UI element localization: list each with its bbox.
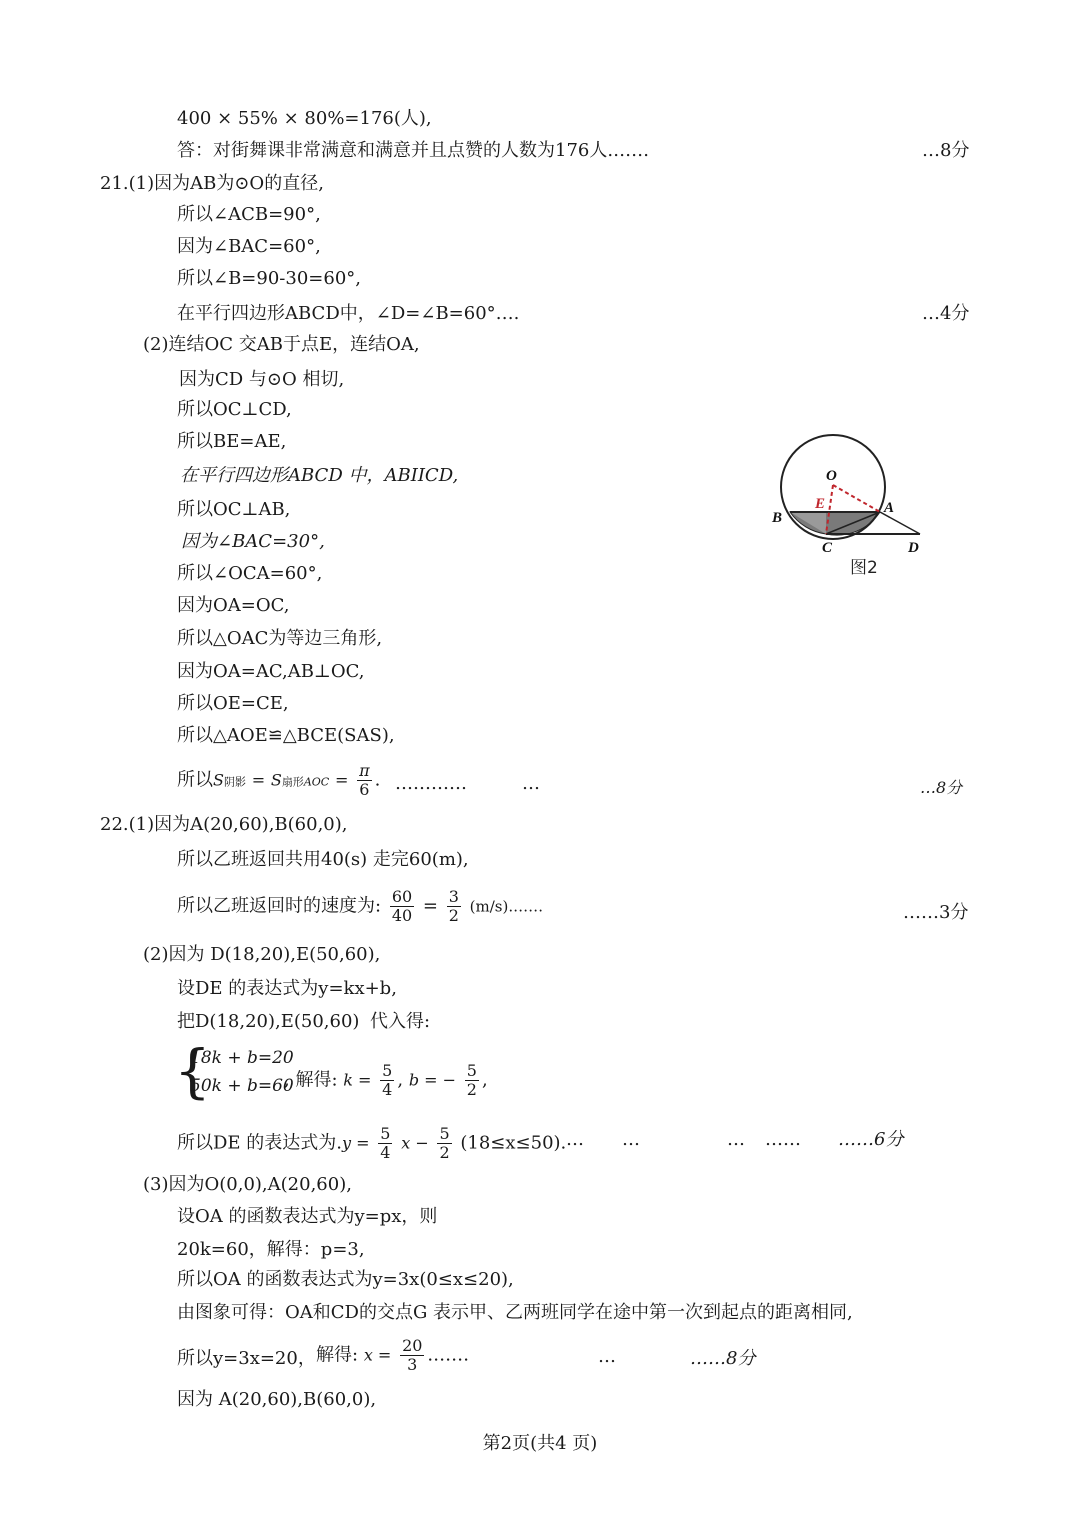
- fraction-numerator: 5: [382, 1061, 393, 1080]
- text-line: 所以BE=AE,: [177, 431, 287, 452]
- text-line: 在平行四边形ABCD中，∠D=∠B=60°….: [177, 303, 520, 324]
- fraction-denominator: 6: [359, 780, 370, 799]
- text-line: 所以乙班返回共用40(s) 走完60(m),: [177, 849, 469, 870]
- sector-area-symbol: S: [270, 770, 282, 790]
- text-line: 在平行四边形ABCD 中，ABIICD,: [180, 465, 459, 486]
- dots-filler: .……: [427, 1344, 470, 1366]
- text-line: 所以OA 的函数表达式为y=3x(0≤x≤20),: [177, 1269, 514, 1290]
- equals-sign: =: [334, 770, 349, 790]
- score-mark: ……3分: [903, 902, 969, 923]
- speed-fraction-1: [390, 888, 414, 925]
- dots-filler: …: [566, 1129, 584, 1150]
- dots-filler: …: [522, 773, 540, 794]
- solution-line: [316, 1337, 469, 1374]
- circle-diagram: [766, 430, 936, 590]
- text-line: 所以乙班返回时的速度为:: [177, 895, 382, 917]
- text-line: 因为 A(20,60),B(60,0),: [177, 1389, 377, 1410]
- dots-filler: …: [622, 1129, 640, 1150]
- k-fraction: [380, 1062, 394, 1099]
- fraction-numerator: 5: [380, 1124, 391, 1143]
- fraction-denominator: 3: [407, 1355, 418, 1374]
- text-line: 因为OA=OC,: [177, 595, 290, 616]
- b-fraction: [465, 1062, 479, 1099]
- text-line: 因为CD 与⊙O 相切,: [179, 369, 345, 390]
- score-mark: ……6分: [838, 1129, 904, 1150]
- text-line: 所以∠B=90-30=60°,: [177, 268, 361, 289]
- equals-sign: =: [422, 895, 438, 917]
- text-line: 设DE 的表达式为y=kx+b,: [177, 978, 397, 999]
- intercept-fraction: [437, 1125, 451, 1162]
- dots-filler: …: [727, 1129, 745, 1150]
- text-line: 代入得:: [370, 1011, 431, 1032]
- equation-line: 50k + b=60: [190, 1076, 294, 1096]
- shadow-area-symbol: S: [213, 770, 224, 790]
- b-label: b = −: [408, 1070, 457, 1090]
- text-line: 所以OE=CE,: [177, 693, 289, 714]
- pi-over-six-fraction: [357, 762, 372, 799]
- text-line: 所以OC⊥AB,: [177, 499, 291, 520]
- text-line: 因为∠BAC=60°,: [177, 236, 321, 257]
- equation-system: [190, 1044, 294, 1100]
- k-label: k =: [343, 1070, 372, 1090]
- label-e: E: [815, 496, 826, 512]
- x-minus: x −: [401, 1133, 429, 1153]
- comma: ,: [397, 1069, 404, 1091]
- text-line: 所以DE 的表达式为.: [177, 1132, 343, 1154]
- page-footer: 第2页(共4 页): [482, 1433, 598, 1454]
- de-expression-line: [177, 1125, 566, 1162]
- shadow-subscript: 阴影: [223, 775, 246, 789]
- score-mark: …4分: [922, 303, 970, 324]
- slope-fraction: [378, 1125, 392, 1162]
- area-formula-line: [177, 762, 380, 799]
- text-line: 所以∠ACB=90°,: [177, 204, 321, 225]
- equation-line: 18k + b=20: [190, 1048, 294, 1068]
- score-mark: …8分: [920, 778, 963, 797]
- fraction-denominator: 40: [391, 906, 413, 925]
- x-label: x =: [363, 1345, 392, 1365]
- fraction-numerator: 3: [448, 887, 459, 906]
- text-line: (2)连结OC 交AB于点E，连结OA,: [143, 334, 420, 355]
- text-line: 所以∠OCA=60°,: [177, 563, 323, 584]
- fraction-denominator: 2: [466, 1080, 477, 1099]
- text-line: 所以OC⊥CD,: [177, 399, 292, 420]
- text-line: 答：对街舞课非常满意和满意并且点赞的人数为176人.……: [177, 140, 650, 161]
- domain-range: (18≤x≤50).: [460, 1132, 567, 1154]
- text-line: 所以y=3x=20，: [177, 1348, 316, 1369]
- text-line: 400 × 55% × 80%=176(人),: [177, 108, 432, 129]
- fraction-numerator: 5: [466, 1061, 477, 1080]
- text-line: 所以: [177, 769, 213, 791]
- text-line: (2)因为 D(18,20),E(50,60),: [143, 944, 381, 965]
- solution-line: [284, 1062, 488, 1099]
- speed-unit: (m/s).……: [469, 897, 544, 916]
- fraction-denominator: 2: [448, 906, 459, 925]
- text-line: 20k=60，解得：p=3,: [177, 1239, 365, 1260]
- equals-sign: =: [251, 770, 266, 790]
- text-line: , 解得:: [284, 1069, 338, 1091]
- text-line: 因为∠BAC=30°,: [181, 531, 325, 552]
- speed-line: [177, 888, 543, 925]
- sector-subscript: 扇形: [281, 775, 304, 789]
- label-d: D: [908, 540, 919, 556]
- text-line: 由图象可得：OA和CD的交点G 表示甲、乙两班同学在途中第一次到起点的距离相同,: [177, 1302, 853, 1323]
- dots-filler: …: [598, 1346, 616, 1367]
- fraction-denominator: 4: [380, 1143, 391, 1162]
- fraction-numerator: π: [359, 761, 370, 780]
- speed-fraction-2: [447, 888, 461, 925]
- comma: ,: [481, 1069, 488, 1091]
- fraction-numerator: 5: [439, 1124, 450, 1143]
- dashed-segment-oa: [833, 485, 880, 512]
- question-22-heading: 22.(1)因为A(20,60),B(60,0),: [100, 814, 348, 835]
- label-o: O: [826, 468, 837, 484]
- fraction-denominator: 4: [382, 1080, 393, 1099]
- score-mark: ……8分: [690, 1348, 756, 1369]
- period: .: [374, 769, 381, 791]
- dots-filler: …………: [395, 773, 467, 794]
- label-b: B: [772, 510, 783, 526]
- text-line: 解得:: [316, 1344, 359, 1366]
- label-c: C: [822, 540, 833, 556]
- fraction-numerator: 20: [402, 1336, 423, 1355]
- text-line: 设OA 的函数表达式为y=px，则: [177, 1206, 438, 1227]
- text-line: (3)因为O(0,0),A(20,60),: [143, 1174, 352, 1195]
- text-line: 把D(18,20),E(50,60): [177, 1011, 360, 1032]
- fraction-denominator: 2: [439, 1143, 450, 1162]
- question-21-heading: 21.(1)因为AB为⊙O的直径,: [100, 173, 324, 194]
- dots-filler: ……: [765, 1129, 801, 1150]
- text-line: 所以△AOE≌△BCE(SAS),: [177, 725, 395, 746]
- x-fraction: [400, 1337, 424, 1374]
- equation-system-brace: {: [174, 1037, 211, 1105]
- sector-name: AOC: [303, 775, 330, 789]
- geometry-figure: [766, 430, 936, 590]
- text-line: 因为OA=AC,AB⊥OC,: [177, 661, 365, 682]
- fraction-numerator: 60: [391, 887, 413, 906]
- score-mark: …8分: [922, 140, 970, 161]
- y-label: y =: [342, 1133, 370, 1153]
- label-a: A: [884, 500, 895, 516]
- figure-caption: 图2: [850, 558, 878, 578]
- text-line: 所以△OAC为等边三角形,: [177, 628, 383, 649]
